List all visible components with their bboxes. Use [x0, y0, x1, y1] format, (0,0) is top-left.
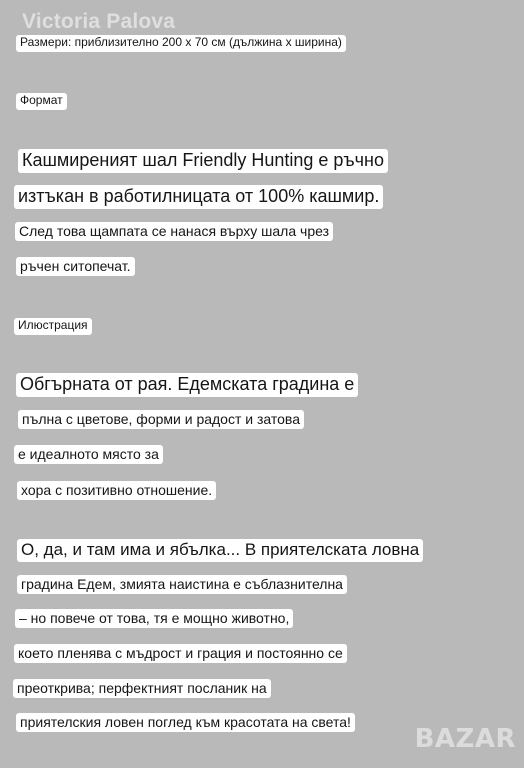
format-line-3: След това щампата се нанася върху шала чрез [15, 222, 333, 241]
size-line: Размери: приблизително 200 x 70 см (дължина x ширина) [16, 35, 346, 52]
format-line-2: изтъкан в работилницата от 100% кашмир. [14, 185, 383, 209]
illustration-heading: Илюстрация [14, 318, 92, 335]
paragraph-line-5: преоткрива; перфектният посланик на [13, 679, 271, 698]
paragraph-line-4: което пленява с мъдрост и грация и постоянно се [14, 644, 347, 663]
illustration-line-1: Обгърната от рая. Едемската градина е [16, 373, 358, 397]
illustration-line-4: хора с позитивно отношение. [17, 481, 216, 500]
paragraph-line-3: – но повече от това, тя е мощно животно, [15, 609, 293, 628]
paragraph-line-2: градина Едем, змията наистина е съблазнителна [17, 575, 347, 594]
watermark-top: Victoria Palova [22, 10, 176, 33]
watermark-bottom: BAZAR [414, 724, 516, 754]
illustration-line-3: е идеалното място за [14, 445, 163, 464]
format-line-1: Кашмиреният шал Friendly Hunting е ръчно [18, 149, 388, 173]
paragraph-line-6: приятелския ловен поглед към красотата на света! [16, 713, 355, 732]
paragraph-line-1: О, да, и там има и ябълка... В приятелската ловна [17, 539, 423, 562]
format-heading: Формат [16, 93, 67, 110]
format-line-4: ръчен ситопечат. [16, 257, 135, 276]
illustration-line-2: пълна с цветове, форми и радост и затова [18, 410, 304, 429]
